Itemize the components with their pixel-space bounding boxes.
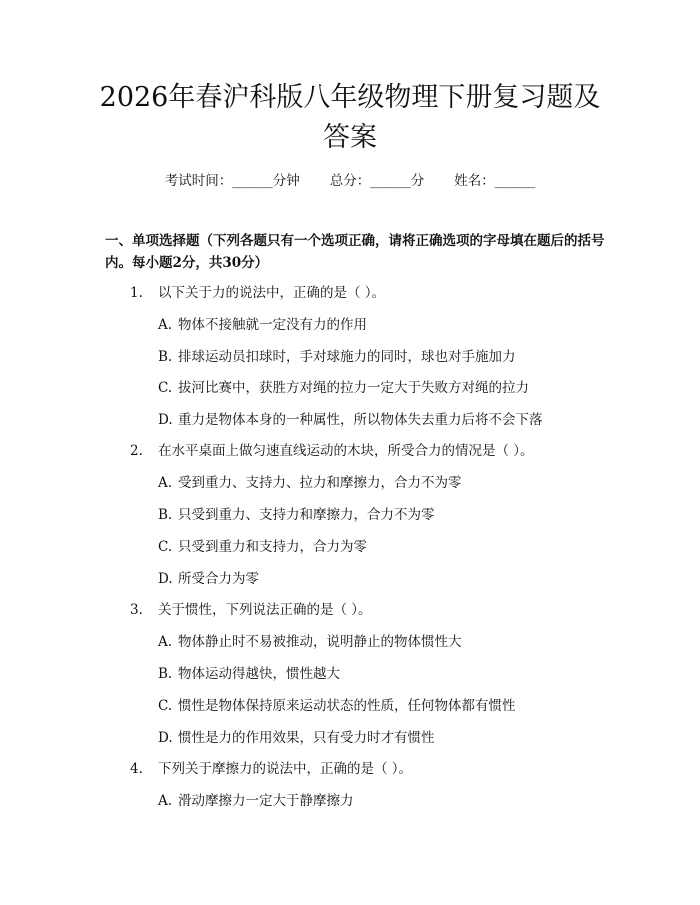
option-text: 惯性是物体保持原来运动状态的性质，任何物体都有惯性	[178, 698, 516, 714]
question-number: 4.	[130, 761, 143, 777]
question-text: 以下关于力的说法中，正确的是（ ）。	[158, 285, 386, 301]
section-heading: 一、单项选择题（下列各题只有一个选项正确，请将正确选项的字母填在题后的括号内。每小题2分，共30分）	[105, 233, 605, 271]
question-number: 1.	[130, 285, 143, 301]
option-letter: A.	[158, 793, 173, 809]
exam-info-line	[0, 169, 700, 189]
question-text: 在水平桌面上做匀速直线运动的木块，所受合力的情况是（ ）。	[158, 443, 534, 459]
option-letter: B.	[158, 349, 173, 365]
question-stem	[130, 759, 610, 779]
option-letter: C.	[158, 380, 173, 396]
answer-option	[158, 315, 608, 335]
answer-option	[158, 537, 608, 557]
answer-option	[158, 728, 608, 748]
answer-option	[158, 347, 608, 367]
question-number: 2.	[130, 443, 143, 459]
option-letter: A.	[158, 475, 173, 491]
question-text: 关于惯性，下列说法正确的是（ ）。	[158, 602, 372, 618]
answer-option	[158, 696, 608, 716]
question-text: 下列关于摩擦力的说法中，正确的是（ ）。	[158, 761, 413, 777]
option-text: 惯性是力的作用效果，只有受力时才有惯性	[178, 730, 435, 746]
option-text: 物体运动得越快，惯性越大	[178, 666, 340, 682]
answer-option	[158, 569, 608, 589]
option-text: 受到重力、支持力、拉力和摩擦力，合力不为零	[178, 475, 462, 491]
option-letter: D.	[158, 730, 173, 746]
question-stem	[130, 600, 610, 620]
option-text: 滑动摩擦力一定大于静摩擦力	[178, 793, 354, 809]
answer-option	[158, 791, 608, 811]
option-letter: B.	[158, 666, 173, 682]
option-letter: D.	[158, 571, 173, 587]
option-text: 重力是物体本身的一种属性，所以物体失去重力后将不会下落	[178, 412, 543, 428]
option-letter: C.	[158, 698, 173, 714]
exam-time-label: 考试时间：______分钟	[164, 173, 300, 189]
option-text: 拔河比赛中，获胜方对绳的拉力一定大于失败方对绳的拉力	[178, 380, 529, 396]
answer-option	[158, 410, 608, 430]
total-score-label: 总分：______分	[329, 173, 425, 189]
student-name-label: 姓名：______	[454, 173, 536, 189]
option-text: 只受到重力和支持力，合力为零	[178, 539, 367, 555]
option-letter: D.	[158, 412, 173, 428]
document-title: 2026年春沪科版八年级物理下册复习题及答案	[99, 82, 601, 153]
answer-option	[158, 473, 608, 493]
option-letter: A.	[158, 634, 173, 650]
question-stem	[130, 283, 610, 303]
option-letter: B.	[158, 507, 173, 523]
option-text: 只受到重力、支持力和摩擦力，合力不为零	[178, 507, 435, 523]
option-letter: A.	[158, 317, 173, 333]
question-stem	[130, 441, 610, 461]
option-text: 排球运动员扣球时，手对球施力的同时，球也对手施加力	[178, 349, 516, 365]
question-number: 3.	[130, 602, 143, 618]
option-letter: C.	[158, 539, 173, 555]
answer-option	[158, 378, 608, 398]
answer-option	[158, 505, 608, 525]
option-text: 所受合力为零	[178, 571, 259, 587]
option-text: 物体静止时不易被推动，说明静止的物体惯性大	[178, 634, 462, 650]
answer-option	[158, 632, 608, 652]
option-text: 物体不接触就一定没有力的作用	[178, 317, 367, 333]
answer-option	[158, 664, 608, 684]
